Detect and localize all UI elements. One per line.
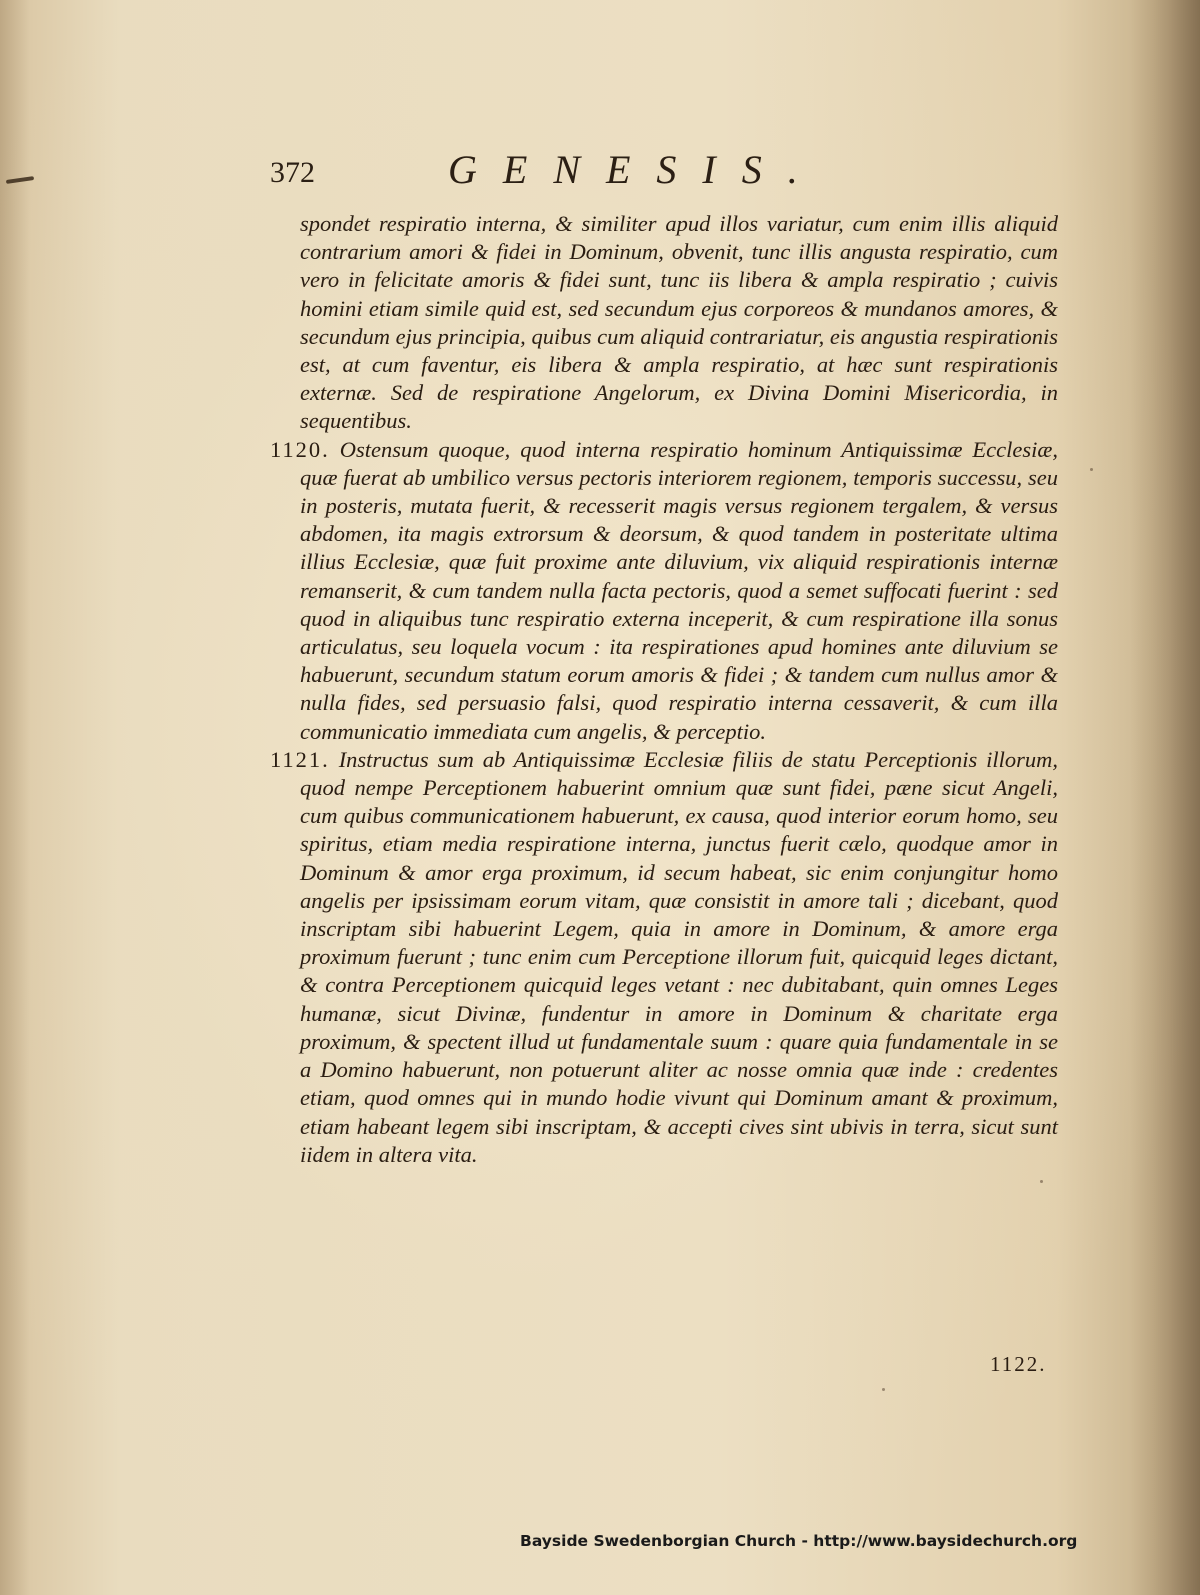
page-header bbox=[270, 140, 1070, 190]
paragraph-text: Ostensum quoque, quod interna respiratio hominum Antiquissimæ Ecclesiæ, quæ fuerat ab umbilico versus pectoris interiorem regionem, temporis successu, seu in posteris, mutata fuerit, & recesserit magis versus regionem tergalem, & versus abdomen, ita magis extrorsum & deorsum, & quod tandem in posteritate ultima illius Ecclesiæ, quæ fuit proxime ante diluvium, vix aliquid respirationis internæ remanserit, & cum tandem nulla facta pectoris, quod a semet suffocati fuerint : sed quod in aliquibus tunc respiratio externa inceperit, & cum respiratione illa sonus articulatus, seu loquela vocum : ita respirationes apud homines ante diluvium se habuerunt, secundum statum eorum amoris & fidei ; & tandem cum nullus amor & nulla fides, sed persuasio falsi, quod respiratio interna cessaverit, & cum illa communicatio immediata cum angelis, & perceptio. bbox=[300, 436, 1059, 744]
paper-speck bbox=[1090, 468, 1093, 471]
catchword: 1122. bbox=[990, 1352, 1047, 1376]
paragraph-1120 bbox=[270, 436, 1058, 746]
page-number: 372 bbox=[270, 156, 315, 189]
paper-speck bbox=[1040, 1180, 1043, 1183]
watermark-caption: Bayside Swedenborgian Church - http://www.baysidechurch.org bbox=[520, 1532, 1078, 1550]
gutter-shadow bbox=[1130, 0, 1200, 1595]
paragraph-text: Instructus sum ab Antiquissimæ Ecclesiæ filiis de statu Perceptionis illorum, quod nempe Perceptionem habuerint omnium quæ sunt fidei, pæne sicut Angeli, cum quibus communicationem habuerunt, ex causa, quod interior eorum homo, seu spiritus, etiam media respiratione interna, junctus fuerit cælo, quodque amor in Dominum & amor erga proximum, id secum habeat, sic enim conjungitur homo angelis per ipsissimam eorum vitam, quæ consistit in amore tali ; dicebant, quod inscriptam sibi habuerint Legem, quia in amore in Dominum, & amore erga proximum fuerunt ; tunc enim cum Perceptione illorum fuit, quicquid leges dictant, & contra Perceptionem quicquid leges vetant : nec dubitabant, quin omnes Leges humanæ, sicut Divinæ, fundentur in amore in Dominum & charitate erga proximum, & spectent illud ut fundamentale suum : quare quia fundamentale in se a Domino habuerunt, non potuerunt aliter ac nosse omnia quæ inde : credentes etiam, quod omnes qui in mundo hodie vivunt qui Dominum amant & proximum, etiam habeant legem sibi inscriptam, & accepti cives sint ubivis in terra, sicut sunt iidem in altera vita. bbox=[300, 746, 1058, 1167]
page-edge-shading bbox=[0, 0, 30, 1595]
paragraph-1121 bbox=[270, 746, 1058, 1169]
body-text bbox=[270, 210, 1058, 1169]
continuation-paragraph: spondet respiratio interna, & similiter apud illos variatur, cum enim illis aliquid contrarium amori & fidei in Dominum, obvenit, tunc illis angusta respiratio, cum vero in felicitate amoris & fidei sunt, tunc iis libera & ampla respiratio ; cuivis homini etiam simile quid est, sed secundum ejus corporeos & mundanos amores, & secundum ejus principia, quibus cum aliquid contrariatur, eis angustia respirationis est, at cum faventur, eis libera & ampla respiratio, at hæc sunt respirationis externæ. Sed de respiratione Angelorum, ex Divina Domini Misericordia, in sequentibus. bbox=[300, 211, 1058, 434]
paper-speck bbox=[882, 1388, 885, 1391]
paragraph-number: 1120. bbox=[270, 436, 330, 462]
paragraph-number: 1121. bbox=[270, 746, 330, 772]
running-title: GENESIS. bbox=[448, 147, 824, 192]
